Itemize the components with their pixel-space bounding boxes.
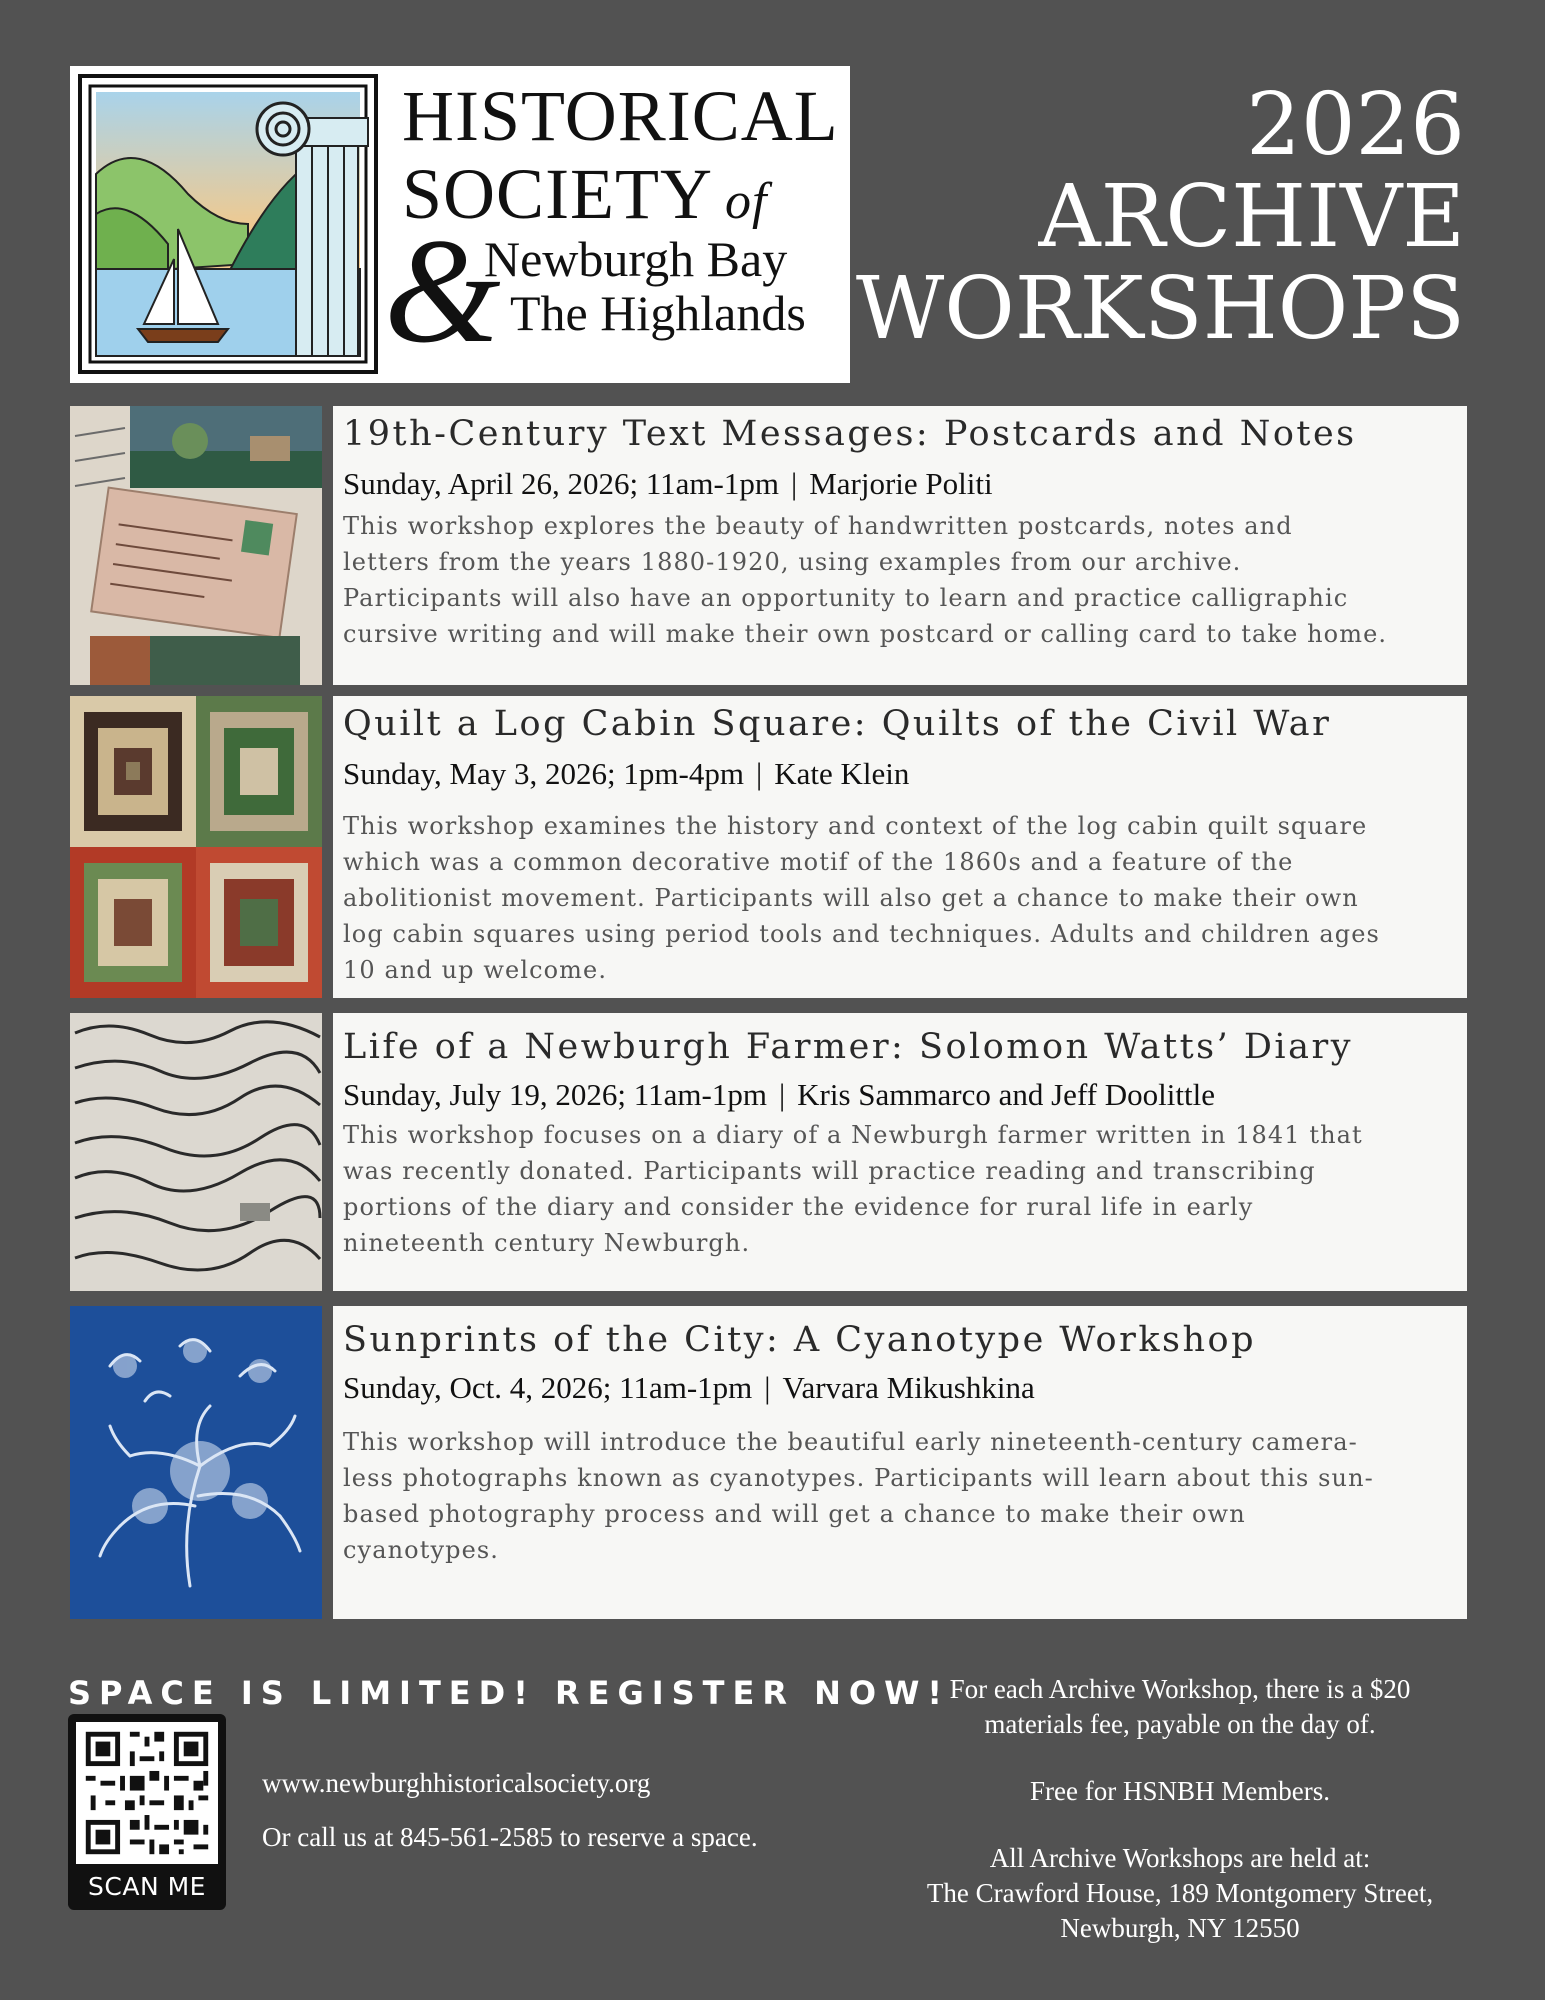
workshop-4-separator: |: [764, 1370, 771, 1405]
register-heading: SPACE IS LIMITED! REGISTER NOW!: [68, 1674, 950, 1712]
qr-code[interactable]: [68, 1714, 226, 1910]
qr-pattern-icon: [76, 1722, 218, 1864]
workshop-4-desc-line: based photography process and will get a chance to make their own: [343, 1500, 1246, 1528]
workshop-1-presenter: Marjorie Politi: [809, 466, 993, 501]
workshop-3-desc-line: portions of the diary and consider the evidence for rural life in early: [343, 1193, 1254, 1221]
title-archive: ARCHIVE: [1038, 167, 1465, 267]
workshop-2-desc-line: which was a common decorative motif of the 1860s and a feature of the: [343, 848, 1294, 876]
workshop-1-meta: [343, 466, 993, 502]
website-link[interactable]: www.newburghhistoricalsociety.org: [262, 1768, 651, 1798]
logo-box: [70, 66, 850, 383]
workshop-3-description: [343, 1117, 1453, 1261]
workshop-2-card: [333, 696, 1467, 998]
workshop-4-title: Sunprints of the City: A Cyanotype Workshop: [343, 1320, 1257, 1360]
fee-info: [860, 1672, 1500, 1946]
page-title: [825, 75, 1465, 359]
workshop-3-meta: [343, 1077, 1215, 1113]
workshop-2-desc-line: 10 and up welcome.: [343, 956, 608, 984]
workshop-1-desc-line: letters from the years 1880-1920, using examples from our archive.: [343, 548, 1242, 576]
workshop-4-card: [333, 1306, 1467, 1619]
address-line-1: The Crawford House, 189 Montgomery Street,: [926, 1878, 1434, 1908]
scan-me-label: SCAN ME: [88, 1872, 206, 1901]
workshop-4-desc-line: cyanotypes.: [343, 1536, 500, 1564]
members-line: Free for HSNBH Members.: [1030, 1776, 1330, 1806]
workshop-4-desc-line: less photographs known as cyanotypes. Participants will learn about this sun-: [343, 1464, 1374, 1492]
workshop-1-description: [343, 508, 1453, 652]
title-workshops: WORKSHOPS: [855, 259, 1465, 359]
workshop-3-card: [333, 1013, 1467, 1291]
workshop-2-desc-line: abolitionist movement. Participants will also get a chance to make their own: [343, 884, 1359, 912]
logo-line-newburgh-bay: Newburgh Bay: [484, 231, 788, 287]
workshop-2-date: Sunday, May 3, 2026; 1pm-4pm: [343, 756, 744, 791]
workshop-1-desc-line: Participants will also have an opportunity to learn and practice calligraphic: [343, 584, 1349, 612]
postcards-image: [70, 406, 322, 685]
workshop-3-desc-line: nineteenth century Newburgh.: [343, 1229, 751, 1257]
held-at-line: All Archive Workshops are held at:: [989, 1843, 1371, 1873]
workshop-2-title: Quilt a Log Cabin Square: Quilts of the Civil War: [343, 704, 1332, 744]
workshop-4-meta: [343, 1370, 1035, 1406]
workshop-2-description: [343, 808, 1453, 988]
workshop-1-date: Sunday, April 26, 2026; 11am-1pm: [343, 466, 779, 501]
fee-line-2: materials fee, payable on the day of.: [984, 1709, 1376, 1739]
workshop-4-desc-line: This workshop will introduce the beautiful early nineteenth-century camera-: [343, 1428, 1358, 1456]
logo-of-word: of: [725, 173, 768, 230]
workshop-1-desc-line: cursive writing and will make their own postcard or calling card to take home.: [343, 620, 1388, 648]
workshop-3-separator: |: [778, 1077, 786, 1112]
workshop-3-image: [70, 1013, 322, 1291]
spacer: [860, 1742, 1500, 1774]
workshop-1-separator: |: [790, 466, 798, 501]
workshop-3-desc-line: was recently donated. Participants will practice reading and transcribing: [343, 1157, 1316, 1185]
workshop-3-date: Sunday, July 19, 2026; 11am-1pm: [343, 1077, 767, 1112]
cyanotype-image: [70, 1306, 322, 1619]
logo-ampersand: &: [384, 208, 501, 374]
fee-line-1: For each Archive Workshop, there is a $20: [949, 1674, 1411, 1704]
handwritten-diary-image: [70, 1013, 322, 1291]
logo-society-word: SOCIETY: [402, 154, 713, 234]
workshop-3-desc-line: This workshop focuses on a diary of a Newburgh farmer written in 1841 that: [343, 1121, 1363, 1149]
workshop-2-desc-line: This workshop examines the history and context of the log cabin quilt square: [343, 812, 1368, 840]
workshop-1-card: [333, 406, 1467, 685]
logo-line-historical: HISTORICAL: [402, 76, 839, 156]
workshop-2-desc-line: log cabin squares using period tools and techniques. Adults and children ages: [343, 920, 1380, 948]
workshop-4-presenter: Varvara Mikushkina: [782, 1370, 1035, 1405]
workshop-2-meta: [343, 756, 909, 792]
workshop-4-description: [343, 1424, 1453, 1568]
workshop-4-date: Sunday, Oct. 4, 2026; 11am-1pm: [343, 1370, 753, 1405]
workshop-4-image: [70, 1306, 322, 1619]
workshop-2-presenter: Kate Klein: [774, 756, 910, 791]
address-line-2: Newburgh, NY 12550: [1060, 1913, 1300, 1943]
spacer: [860, 1809, 1500, 1841]
call-text: Or call us at 845-561-2585 to reserve a space.: [262, 1822, 758, 1852]
workshop-1-title: 19th-Century Text Messages: Postcards and Notes: [343, 414, 1357, 454]
log-cabin-quilt-image: [70, 696, 322, 998]
workshop-3-presenter: Kris Sammarco and Jeff Doolittle: [797, 1077, 1215, 1112]
workshop-3-title: Life of a Newburgh Farmer: Solomon Watts’ Diary: [343, 1027, 1353, 1067]
logo-landscape-column-icon: [78, 74, 378, 374]
logo-wordmark: [384, 66, 840, 383]
title-year: 2026: [1246, 75, 1465, 175]
qr-code-matrix: [76, 1722, 218, 1864]
workshop-2-image: [70, 696, 322, 998]
logo-line-highlands: The Highlands: [510, 285, 806, 341]
workshop-1-image: [70, 406, 322, 685]
workshop-1-desc-line: This workshop explores the beauty of handwritten postcards, notes and: [343, 512, 1293, 540]
workshop-2-separator: |: [755, 756, 763, 791]
